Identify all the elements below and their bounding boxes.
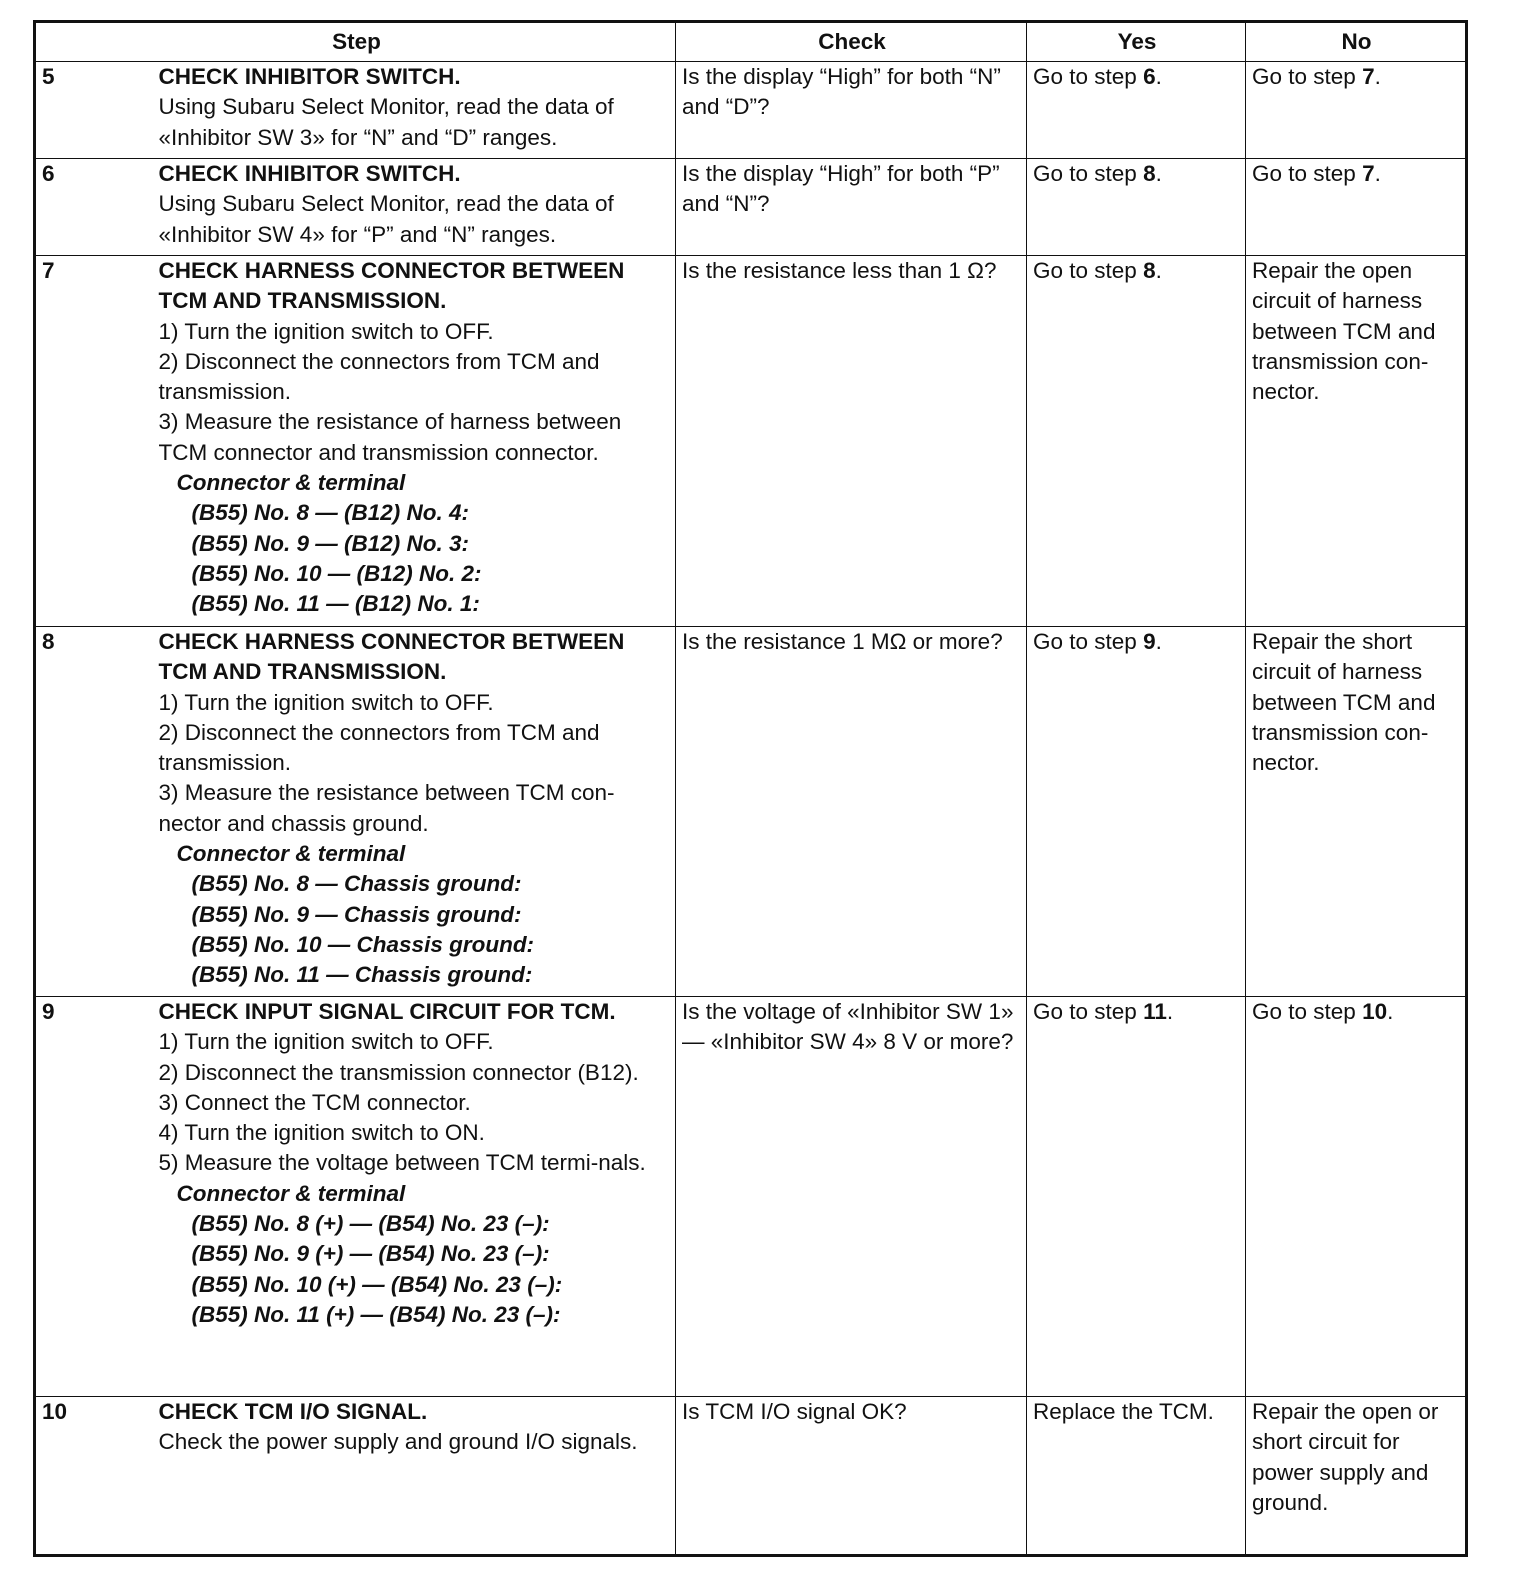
step-title: CHECK TCM I/O SIGNAL. bbox=[158, 1399, 428, 1424]
no-period: . bbox=[1387, 999, 1394, 1024]
connector-terminal-heading: Connector & terminal bbox=[176, 841, 406, 867]
yes-period: . bbox=[1166, 999, 1174, 1024]
step-number: 10 bbox=[35, 1397, 153, 1556]
terminal-spec: (B55) No. 11 (+) — (B54) No. 23 (–): bbox=[191, 1301, 561, 1327]
step-number: 7 bbox=[35, 256, 153, 627]
table-row bbox=[35, 627, 1467, 997]
yes-cell bbox=[1027, 997, 1246, 1397]
check-cell: Is the display “High” for both “N” and “D”? bbox=[676, 62, 1027, 159]
no-text: Go to step bbox=[1252, 999, 1363, 1024]
yes-step-number: 6 bbox=[1143, 64, 1156, 89]
terminal-spec: (B55) No. 10 — (B12) No. 2: bbox=[191, 560, 482, 586]
terminal-spec: (B55) No. 9 — Chassis ground: bbox=[191, 901, 522, 927]
header-yes: Yes bbox=[1027, 22, 1246, 62]
table-row bbox=[35, 62, 1467, 159]
check-cell: Is the resistance 1 MΩ or more? bbox=[676, 627, 1027, 997]
connector-terminal-heading: Connector & terminal bbox=[176, 1180, 406, 1206]
no-period: . bbox=[1374, 64, 1381, 89]
check-cell: Is TCM I/O signal OK? bbox=[676, 1397, 1027, 1556]
step-number: 9 bbox=[35, 997, 153, 1397]
no-step-number: 7 bbox=[1362, 64, 1375, 89]
step-number: 5 bbox=[35, 62, 153, 159]
yes-step-number: 8 bbox=[1143, 161, 1156, 186]
terminal-spec: (B55) No. 8 — Chassis ground: bbox=[191, 871, 522, 897]
yes-period: . bbox=[1155, 629, 1162, 654]
yes-cell bbox=[1027, 627, 1246, 997]
no-text: Repair the open circuit of harness between TCM and transmission con-nector. bbox=[1252, 258, 1436, 405]
step-instruction: 3) Measure the resistance between TCM con-nector and chassis ground. bbox=[158, 780, 615, 836]
no-cell bbox=[1246, 997, 1467, 1397]
step-title: CHECK INPUT SIGNAL CIRCUIT FOR TCM. bbox=[158, 999, 616, 1024]
yes-step-number: 11 bbox=[1143, 999, 1167, 1024]
yes-cell bbox=[1027, 256, 1246, 627]
step-instruction: 3) Measure the resistance of harness between TCM connector and transmission connector. bbox=[158, 409, 622, 465]
no-text: Repair the short circuit of harness between TCM and transmission con-nector. bbox=[1252, 629, 1436, 776]
step-cell bbox=[153, 256, 676, 627]
step-instruction: 2) Disconnect the transmission connector (B12). bbox=[158, 1059, 639, 1085]
step-instruction: 1) Turn the ignition switch to OFF. bbox=[158, 318, 494, 344]
no-text: Repair the open or short circuit for power supply and ground. bbox=[1252, 1399, 1439, 1515]
check-cell: Is the voltage of «Inhibitor SW 1» — «Inhibitor SW 4» 8 V or more? bbox=[676, 997, 1027, 1397]
step-title: CHECK INHIBITOR SWITCH. bbox=[158, 161, 461, 186]
header-step: Step bbox=[35, 22, 676, 62]
step-cell bbox=[153, 159, 676, 256]
yes-period: . bbox=[1155, 258, 1162, 283]
header-no: No bbox=[1246, 22, 1467, 62]
step-instruction: Using Subaru Select Monitor, read the data of «Inhibitor SW 4» for “P” and “N” ranges. bbox=[158, 191, 614, 247]
yes-period: . bbox=[1155, 161, 1162, 186]
no-cell bbox=[1246, 1397, 1467, 1556]
no-step-number: 10 bbox=[1362, 999, 1388, 1024]
step-instruction: 1) Turn the ignition switch to OFF. bbox=[158, 689, 494, 715]
table-row bbox=[35, 1397, 1467, 1556]
yes-text: Go to step bbox=[1033, 629, 1144, 654]
step-instruction: 2) Disconnect the connectors from TCM and transmission. bbox=[158, 348, 600, 405]
no-step-number: 7 bbox=[1362, 161, 1375, 186]
step-cell bbox=[153, 1397, 676, 1556]
yes-period: . bbox=[1155, 64, 1162, 89]
step-title: CHECK HARNESS CONNECTOR BETWEEN TCM AND TRANSMISSION. bbox=[158, 629, 625, 685]
yes-text: Go to step bbox=[1033, 999, 1144, 1024]
step-instruction: Using Subaru Select Monitor, read the data of «Inhibitor SW 3» for “N” and “D” ranges. bbox=[158, 94, 614, 150]
terminal-spec: (B55) No. 11 — (B12) No. 1: bbox=[191, 591, 480, 617]
yes-text: Go to step bbox=[1033, 258, 1144, 283]
table-row bbox=[35, 159, 1467, 256]
yes-step-number: 8 bbox=[1143, 258, 1156, 283]
yes-cell bbox=[1027, 159, 1246, 256]
terminal-spec: (B55) No. 8 — (B12) No. 4: bbox=[191, 500, 470, 526]
yes-cell bbox=[1027, 1397, 1246, 1556]
table-row bbox=[35, 997, 1467, 1397]
step-title: CHECK HARNESS CONNECTOR BETWEEN TCM AND TRANSMISSION. bbox=[158, 258, 625, 314]
diagnostic-table bbox=[33, 20, 1468, 1557]
table-row bbox=[35, 256, 1467, 627]
no-text: Go to step bbox=[1252, 64, 1363, 89]
check-cell: Is the resistance less than 1 Ω? bbox=[676, 256, 1027, 627]
no-cell bbox=[1246, 159, 1467, 256]
header-check: Check bbox=[676, 22, 1027, 62]
step-instruction: 3) Connect the TCM connector. bbox=[158, 1089, 471, 1115]
yes-text: Replace the TCM. bbox=[1033, 1399, 1214, 1424]
step-instruction: 4) Turn the ignition switch to ON. bbox=[158, 1120, 485, 1146]
step-instruction: 5) Measure the voltage between TCM termi-nals. bbox=[158, 1150, 646, 1176]
check-cell: Is the display “High” for both “P” and “N”? bbox=[676, 159, 1027, 256]
step-cell bbox=[153, 62, 676, 159]
step-number: 6 bbox=[35, 159, 153, 256]
no-text: Go to step bbox=[1252, 161, 1363, 186]
terminal-spec: (B55) No. 10 — Chassis ground: bbox=[191, 931, 535, 957]
yes-cell bbox=[1027, 62, 1246, 159]
table-header-row bbox=[35, 22, 1467, 62]
step-cell bbox=[153, 627, 676, 997]
step-number: 8 bbox=[35, 627, 153, 997]
step-instruction: 2) Disconnect the connectors from TCM and transmission. bbox=[158, 719, 600, 776]
yes-step-number: 9 bbox=[1143, 629, 1156, 654]
terminal-spec: (B55) No. 10 (+) — (B54) No. 23 (–): bbox=[191, 1271, 563, 1297]
terminal-spec: (B55) No. 8 (+) — (B54) No. 23 (–): bbox=[191, 1211, 550, 1237]
no-cell bbox=[1246, 627, 1467, 997]
step-instruction: Check the power supply and ground I/O signals. bbox=[158, 1429, 638, 1455]
no-cell bbox=[1246, 256, 1467, 627]
connector-terminal-heading: Connector & terminal bbox=[176, 470, 406, 496]
terminal-spec: (B55) No. 11 — Chassis ground: bbox=[191, 962, 533, 988]
step-cell bbox=[153, 997, 676, 1397]
yes-text: Go to step bbox=[1033, 161, 1144, 186]
step-instruction: 1) Turn the ignition switch to OFF. bbox=[158, 1029, 494, 1055]
no-period: . bbox=[1374, 161, 1381, 186]
yes-text: Go to step bbox=[1033, 64, 1144, 89]
terminal-spec: (B55) No. 9 (+) — (B54) No. 23 (–): bbox=[191, 1241, 550, 1267]
no-cell bbox=[1246, 62, 1467, 159]
terminal-spec: (B55) No. 9 — (B12) No. 3: bbox=[191, 530, 470, 556]
step-title: CHECK INHIBITOR SWITCH. bbox=[158, 64, 461, 89]
